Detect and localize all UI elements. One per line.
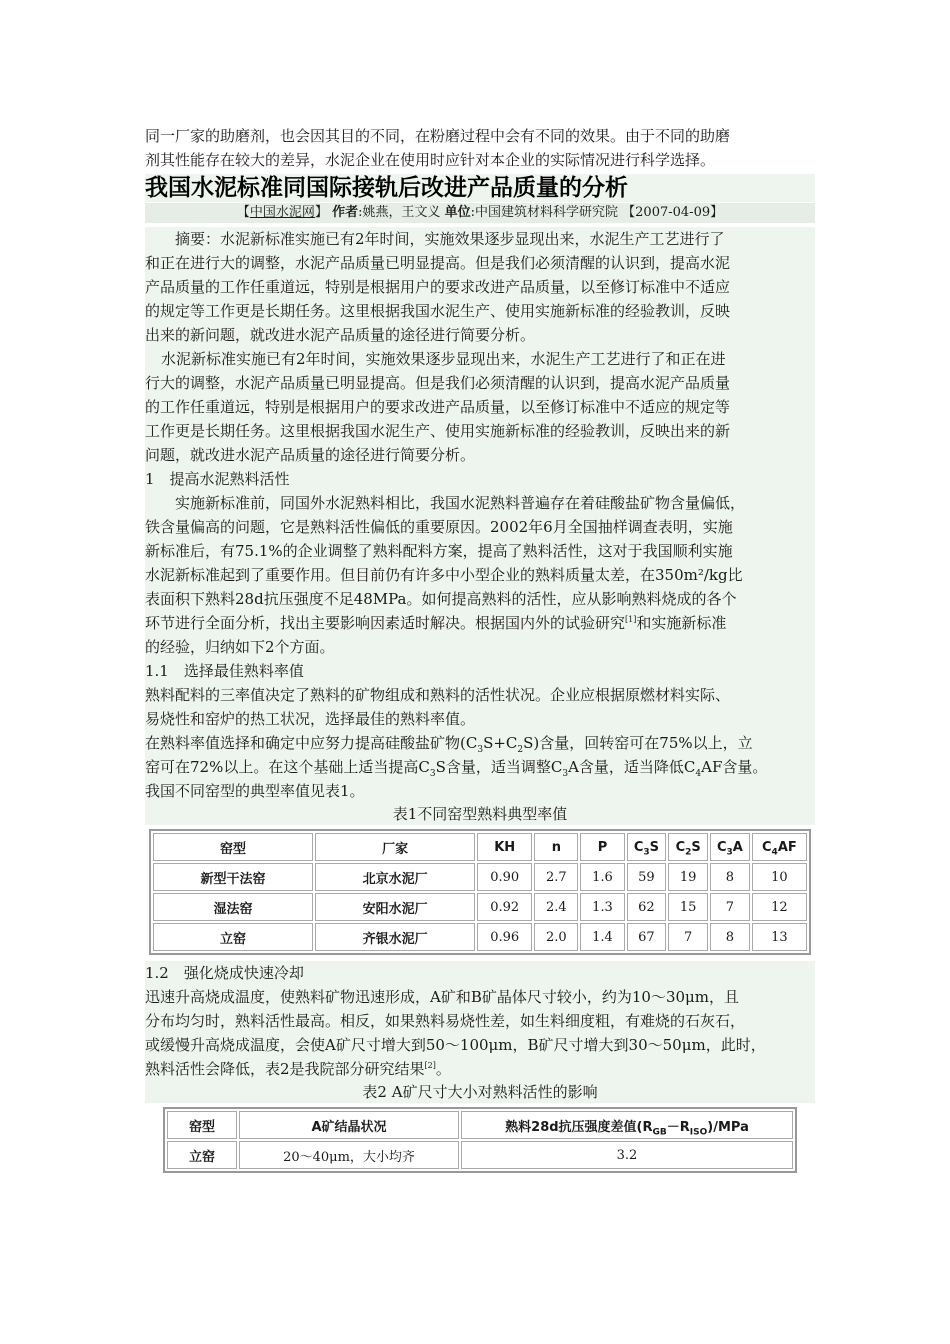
table-2-row <box>167 1141 793 1169</box>
table-1-cell: 13 <box>752 923 807 951</box>
table-1-cell: 0.90 <box>477 863 532 891</box>
intro-line-2: 剂其性能存在较大的差异，水泥企业在使用时应针对本企业的实际情况进行科学选择。 <box>145 151 716 169</box>
section-1-1 <box>145 659 815 825</box>
unit-value: :中国建筑材料科学研究院 <box>470 205 619 220</box>
table-1-cell: 安阳水泥厂 <box>315 893 475 921</box>
table-1-cell: 67 <box>627 923 667 951</box>
table-1 <box>149 829 811 955</box>
table-1-cell: 2.7 <box>534 863 578 891</box>
document-page <box>145 124 815 1173</box>
table-1-cell: 2.4 <box>534 893 578 921</box>
body-line-1: 水泥新标准实施已有2年时间，实施效果逐步显现出来，水泥生产工艺进行了和正在进 <box>161 350 726 368</box>
section-1-2-heading: 1.2 强化烧成快速冷却 <box>145 961 815 985</box>
abstract-line-2: 和正在进行大的调整，水泥产品质量已明显提高。但是我们必须清醒的认识到，提高水泥 <box>145 254 731 272</box>
table-1-header-cell: 窑型 <box>153 833 313 861</box>
article-date: 【2007-04-09】 <box>622 205 724 220</box>
body-line-2: 行大的调整，水泥产品质量已明显提高。但是我们必须清醒的认识到，提高水泥产品质量 <box>145 374 731 392</box>
table-1-cell: 19 <box>668 863 708 891</box>
table-2-header-cell: 熟料28d抗压强度差值$(R_{GB}-R_{ISO})$/MPa <box>461 1111 793 1139</box>
table-1-cell: 10 <box>752 863 807 891</box>
body-line-3: 的工作任重道远，特别是根据用户的要求改进产品质量，以至修订标准中不适应的规定等 <box>145 398 731 416</box>
article-meta: 【中国水泥网】 作者:姚燕，王文义 单位:中国建筑材料科学研究院 【2007-04-09】 <box>145 203 815 223</box>
section-1-2-line-2: 分布均匀时，熟料活性最高。相反，如果熟料易烧性差，如生料细度粗，有难烧的石灰石， <box>145 1012 746 1030</box>
table-1-header-row <box>153 833 807 861</box>
table-1-row <box>153 923 807 951</box>
reference-1[interactable]: [1] <box>625 615 637 624</box>
author-label: 作者 <box>332 205 359 220</box>
section-1-line-3: 新标准后，有75.1%的企业调整了熟料配料方案，提高了熟料活性，这对于我国顺利实施 <box>145 542 733 560</box>
table-2-caption: 表2 A矿尺寸大小对熟料活性的影响 <box>362 1083 598 1101</box>
intro-line-1: 同一厂家的助磨剂，也会因其目的不同，在粉磨过程中会有不同的效果。由于不同的助磨 <box>145 127 731 145</box>
section-1-2-line-3: 或缓慢升高烧成温度，会使A矿尺寸增大到50～100μm，B矿尺寸增大到30～50μm，此时， <box>145 1036 766 1054</box>
table-1-header-cell: $C_3A$ <box>710 833 750 861</box>
section-1-heading: 1 提高水泥熟料活性 <box>145 470 290 488</box>
section-1-line-5: 表面积下熟料28d抗压强度不足48MPa。如何提高熟料的活性，应从影响熟料烧成的各个 <box>145 590 737 608</box>
table-1-cell: 齐银水泥厂 <box>315 923 475 951</box>
table-1-row <box>153 893 807 921</box>
table-1-cell: 7 <box>710 893 750 921</box>
table-1-cell: 0.92 <box>477 893 532 921</box>
section-1-1-line-3: 在熟料率值选择和确定中应努力提高硅酸盐矿物$(C_3S+C_2S)$含量，回转窑可在75%以上，立 <box>145 734 753 755</box>
table-1-cell: 8 <box>710 863 750 891</box>
table-1-cell: 2.0 <box>534 923 578 951</box>
reference-2[interactable]: [2] <box>424 1061 436 1070</box>
section-1-1-line-2: 易烧性和窑炉的热工状况，选择最佳的熟料率值。 <box>145 710 476 728</box>
section-1-1-heading: 1.1 选择最佳熟料率值 <box>145 662 304 680</box>
section-1 <box>145 467 815 659</box>
body-line-5: 问题，就改进水泥产品质量的途径进行简要分析。 <box>145 446 476 464</box>
abstract-line-4: 的规定等工作更是长期任务。这里根据我国水泥生产、使用实施新标准的经验教训，反映 <box>145 302 731 320</box>
table-1-header-cell: n <box>534 833 578 861</box>
source-link[interactable]: 中国水泥网 <box>249 205 315 220</box>
section-1-2 <box>145 961 815 1103</box>
table-1-cell: 12 <box>752 893 807 921</box>
abstract-line-5: 出来的新问题，就改进水泥产品质量的途径进行简要分析。 <box>145 326 536 344</box>
table-2-cell: 20～40μm，大小均齐 <box>239 1141 459 1169</box>
table-1-cell: 1.6 <box>580 863 624 891</box>
table-1-header-cell: 厂家 <box>315 833 475 861</box>
section-1-1-line-1: 熟料配料的三率值决定了熟料的矿物组成和熟料的活性状况。企业应根据原燃材料实际、 <box>145 686 731 704</box>
table-1-header-cell: $C_3S$ <box>627 833 667 861</box>
section-1-line-7: 的经验，归纳如下2个方面。 <box>145 638 335 656</box>
table-2-header-cell: A矿结晶状况 <box>239 1111 459 1139</box>
table-1-cell: 8 <box>710 923 750 951</box>
table-1-caption: 表1不同窑型熟料典型率值 <box>392 805 568 823</box>
table-1-cell: 59 <box>627 863 667 891</box>
table-2-cell: 立窑 <box>167 1141 237 1169</box>
table-1-header-cell: $C_2S$ <box>668 833 708 861</box>
table-1-cell: 1.4 <box>580 923 624 951</box>
section-1-1-line-5: 我国不同窑型的典型率值见表1。 <box>145 782 365 800</box>
unit-label: 单位 <box>444 205 471 220</box>
table-1-row <box>153 863 807 891</box>
table-1-cell: 湿法窑 <box>153 893 313 921</box>
table-2-header-row <box>167 1111 793 1139</box>
section-1-line-4: 水泥新标准起到了重要作用。但目前仍有许多中小型企业的熟料质量太差，在350m²/kg比 <box>145 566 743 584</box>
author-value: :姚燕，王文义 <box>358 205 441 220</box>
table-1-cell: 立窑 <box>153 923 313 951</box>
table-2 <box>163 1107 797 1173</box>
section-1-2-line-4: 熟料活性会降低，表2是我院部分研究结果[2]。 <box>145 1060 451 1078</box>
table-1-cell: 7 <box>668 923 708 951</box>
table-1-header-cell: $C_4AF$ <box>752 833 807 861</box>
article-title: 我国水泥标准同国际接轨后改进产品质量的分析 <box>145 174 815 202</box>
table-2-cell: 3.2 <box>461 1141 793 1169</box>
table-1-cell: 北京水泥厂 <box>315 863 475 891</box>
body-line-4: 工作更是长期任务。这里根据我国水泥生产、使用实施新标准的经验教训，反映出来的新 <box>145 422 731 440</box>
table-1-cell: 0.96 <box>477 923 532 951</box>
section-1-line-2: 铁含量偏高的问题，它是熟料活性偏低的重要原因。2002年6月全国抽样调查表明，实施 <box>145 518 733 536</box>
abstract-line-1: 摘要：水泥新标准实施已有2年时间，实施效果逐步显现出来，水泥生产工艺进行了 <box>175 230 725 248</box>
table-1-header-cell: P <box>580 833 624 861</box>
table-1-cell: 1.3 <box>580 893 624 921</box>
abstract <box>145 227 815 347</box>
section-1-2-line-1: 迅速升高烧成温度，使熟料矿物迅速形成，A矿和B矿晶体尺寸较小，约为10～30μm，且 <box>145 988 740 1006</box>
section-1-line-6: 环节进行全面分析，找出主要影响因素适时解决。根据国内外的试验研究[1]和实施新标准 <box>145 614 727 632</box>
table-1-cell: 62 <box>627 893 667 921</box>
table-2-header-cell: 窑型 <box>167 1111 237 1139</box>
section-1-1-line-4: 窑可在72%以上。在这个基础上适当提高$C_3S$含量，适当调整$C_3A$含量，适当降低$C_4AF$含量。 <box>145 758 768 779</box>
table-1-header-cell: KH <box>477 833 532 861</box>
abstract-line-3: 产品质量的工作任重道远，特别是根据用户的要求改进产品质量，以至修订标准中不适应 <box>145 278 731 296</box>
table-1-cell: 15 <box>668 893 708 921</box>
body-paragraph <box>145 347 815 467</box>
table-1-cell: 新型干法窑 <box>153 863 313 891</box>
section-1-line-1: 实施新标准前，同国外水泥熟料相比，我国水泥熟料普遍存在着硅酸盐矿物含量偏低， <box>175 494 746 512</box>
